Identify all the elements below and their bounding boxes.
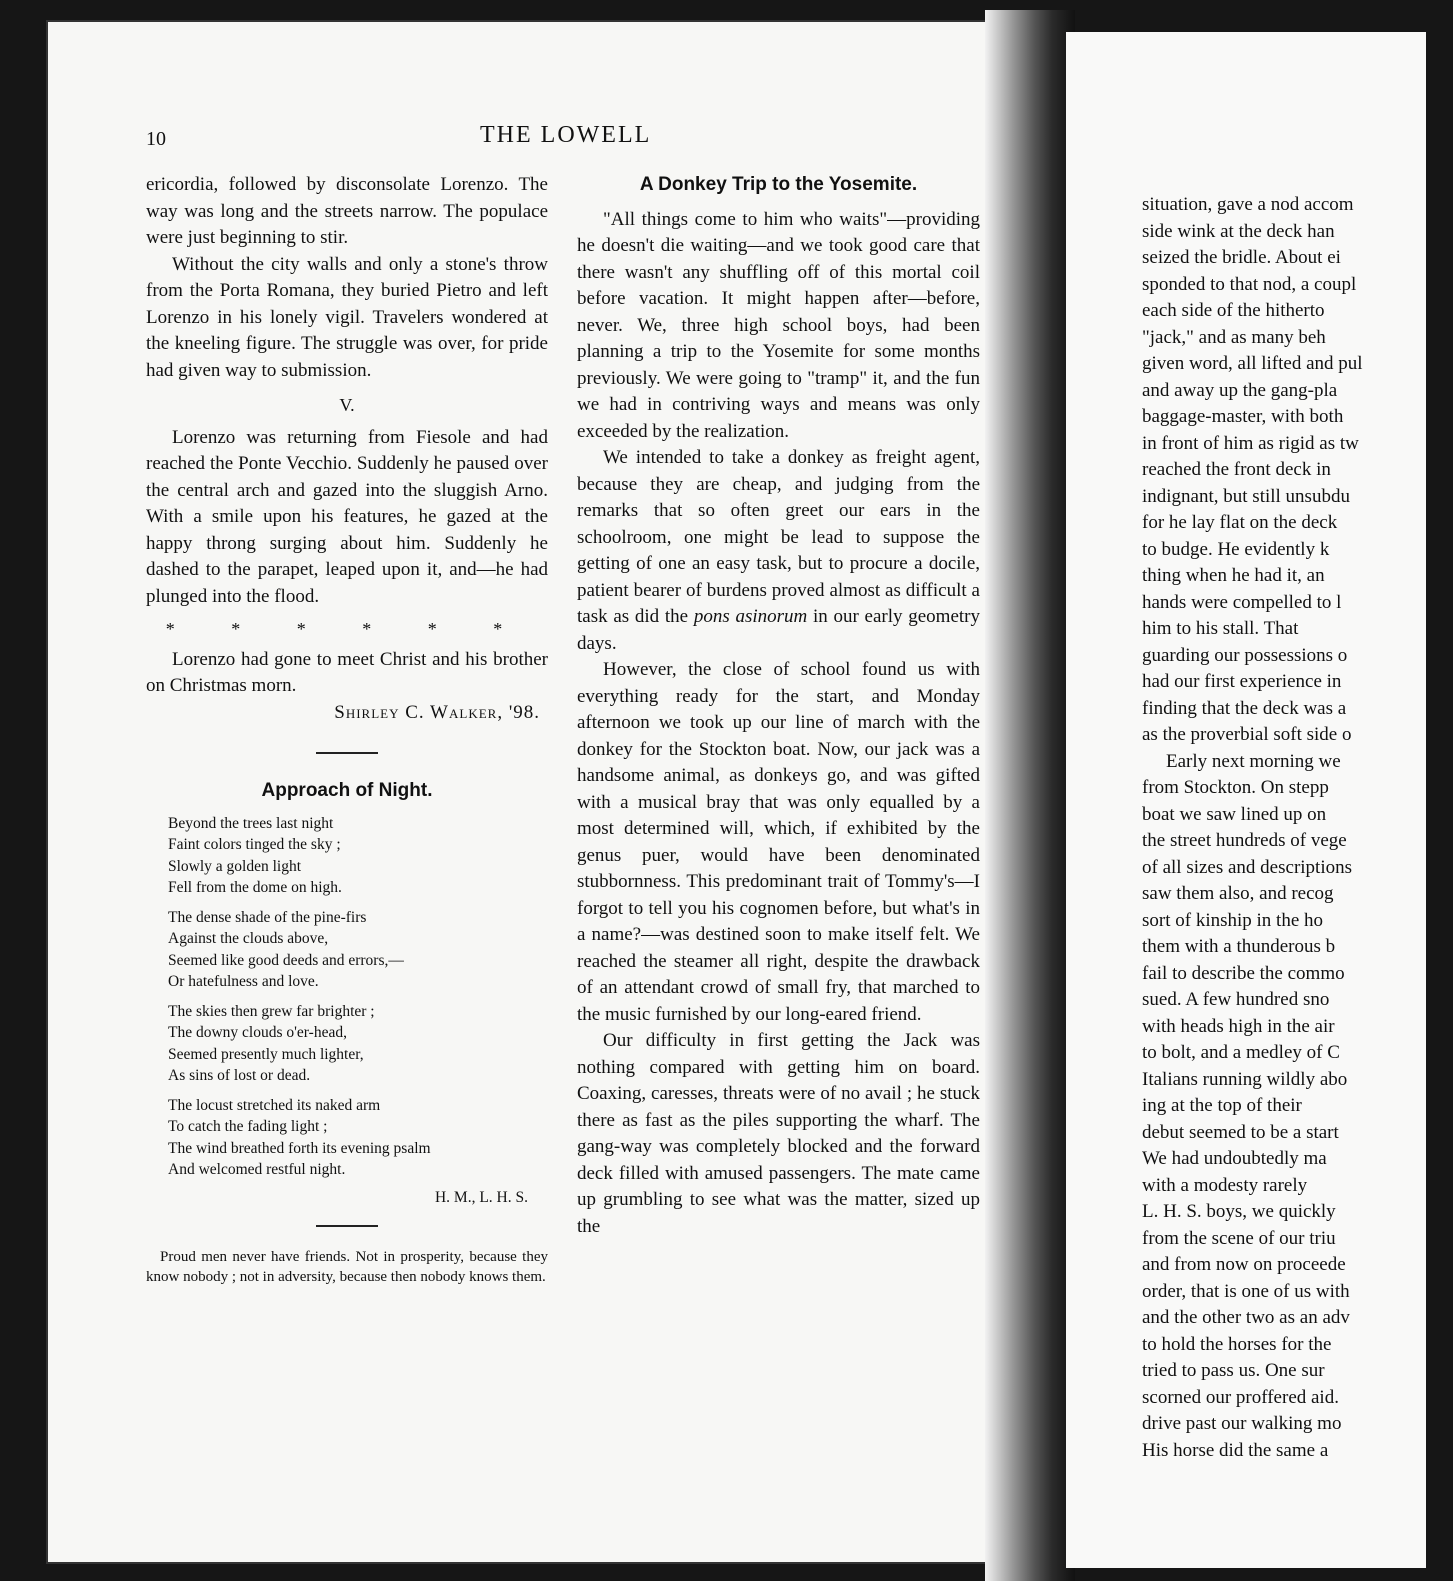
text-line: boat we saw lined up on [1142,803,1327,825]
text-run: in our early geometry days. [577,606,980,654]
text-line: tried to pass us. One sur [1142,1360,1325,1381]
text-line: side wink at the deck han [1142,220,1335,242]
poem-line: Seemed like good deeds and errors,— [168,951,404,969]
text-line: reached the front deck in [1142,459,1331,480]
text-line: each side of the hitherto [1142,300,1325,321]
poem-line: As sins of lost or dead. [168,1067,311,1084]
paragraph: Lorenzo had gone to meet Christ and his brother on Christmas morn. [146,648,548,696]
text-line: him to his stall. That [1142,618,1299,639]
text-line: We had undoubtedly ma [1142,1148,1327,1169]
text-line: sponded to that nod, a coupl [1142,273,1357,295]
author-signature: Shirley C. Walker, '98. [334,701,540,723]
poem-stanza [168,813,548,899]
poem-line: The wind breathed forth its evening psalm [168,1139,431,1157]
text-line: to hold the horses for the [1142,1333,1332,1355]
paragraph: Our difficulty in first getting the Jack was nothing compared with getting him on board. Coaxing, caresses, threats were of no avail ; he stuck there as fast as the piles supporting the wharf. The gang-way was completely blocked and the forward deck filled with amused passengers. The mate came up grumbling to see what was the matter, sized up the [577,1030,980,1237]
poem-line: The downy clouds o'er-head, [168,1024,347,1041]
text-line: baggage-master, with both [1142,406,1344,427]
text-line: saw them also, and recog [1142,883,1334,904]
poem-line: To catch the fading light ; [168,1118,328,1135]
poem-line: Fell from the dome on high. [168,879,342,896]
text-line: seized the bridle. About ei [1142,247,1341,268]
poem-line: And welcomed restful night. [168,1161,346,1178]
text-line: L. H. S. boys, we quickly [1142,1201,1336,1222]
text-line: them with a thunderous b [1142,936,1336,957]
poem-line: Against the clouds above, [168,930,329,947]
section-break-stars: * * * * * * [165,619,529,639]
paragraph: Without the city walls and only a stone's throw from the Porta Romana, they buried Pietro and left Lorenzo in his lonely vigil. Travelers wondered at the kneeling figure. The struggle was over, for pride had given way to submission. [146,253,548,381]
paragraph: ericordia, followed by disconsolate Lorenzo. The way was long and the streets narrow. The populace were just beginning to stir. [146,174,548,248]
right-page-column [1142,192,1453,1464]
poem-line: The locust stretched its naked arm [168,1096,381,1114]
paragraph [577,445,980,657]
text-line: hands were compelled to l [1142,591,1342,613]
poem-line: Seemed presently much lighter, [168,1045,364,1063]
text-line: for he lay flat on the deck [1142,512,1338,533]
poem-stanza [168,1095,548,1181]
text-line: to budge. He evidently k [1142,538,1330,560]
poem-line: The skies then grew far brighter ; [168,1002,375,1020]
text-line: Italians running wildly abo [1142,1068,1348,1090]
closing-note [146,1247,548,1287]
text-line: guarding our possessions o [1142,644,1348,666]
text-line: and the other two as an adv [1142,1307,1350,1328]
text-line: from the scene of our triu [1142,1227,1336,1249]
text-line: "jack," and as many beh [1142,326,1326,348]
article-title: A Donkey Trip to the Yosemite. [639,174,918,195]
text-line: scorned our proffered aid. [1142,1386,1339,1408]
text-line: sued. A few hundred sno [1142,989,1330,1010]
text-line: drive past our walking mo [1142,1413,1342,1434]
text-line: with heads high in the air [1142,1015,1335,1037]
section-number: V. [339,395,355,415]
text-line: Early next morning we [1166,750,1341,772]
text-line: given word, all lifted and pul [1142,353,1363,374]
poem-line: Beyond the trees last night [168,814,334,832]
text-line: sort of kinship in the ho [1142,909,1324,931]
paragraph: However, the close of school found us with everything ready for the start, and Monday afternoon we took up our line of march with the donkey for the Stockton boat. Now, our jack was a handsome animal, as donkeys go, and was gifted with a musical bray that was only equalled by a most determined will, which, if exhibited by the genus puer, would have been denominated stubbornness. This predominant trait of Tommy's—I forgot to tell you his cognomen before, but what's in a name?—was destined soon to make itself felt. We reached the steamer all right, despite the drawback of an attendant crowd of small fry, that marched to the music furnished by our long-eared friend. [577,659,980,1025]
text-line: finding that the deck was a [1142,697,1347,719]
poem-line: Slowly a golden light [168,857,302,875]
poem-line: Faint colors tinged the sky ; [168,836,341,853]
text-line: of all sizes and descriptions [1142,856,1353,878]
text-line: thing when he had it, an [1142,565,1325,586]
poem-title: Approach of Night. [261,780,433,801]
text-line: as the proverbial soft side o [1142,724,1352,745]
text-line: situation, gave a nod accom [1142,194,1354,215]
text-line: in front of him as rigid as tw [1142,432,1359,454]
left-column [146,172,548,1287]
text-line: the street hundreds of vege [1142,830,1347,851]
text-line: and from now on proceede [1142,1254,1346,1275]
page-number: 10 [146,128,166,150]
text-line: and away up the gang-pla [1142,379,1338,401]
poem-stanza [168,1001,548,1087]
text-line: with a modesty rarely [1142,1174,1308,1196]
paragraph: "All things come to him who waits"—providing he doesn't die waiting—and we took good care that there wasn't any shuffling off of this mortal coil before vacation. It might happen after—before, never. We, three high school boys, had been planning a trip to the Yosemite for some months previously. We were going to "tramp" it, and the fun we had in contriving ways and means was only exceeded by the realization. [577,208,980,442]
poem-line: The dense shade of the pine-firs [168,908,367,926]
paragraph: Lorenzo was returning from Fiesole and had reached the Ponte Vecchio. Suddenly he paused over the central arch and gazed into the sluggish Arno. With a smile upon his features, he gazed at the happy throng surging about him. Suddenly he dashed to the parapet, leaped upon it, and—he had plunged into the flood. [146,426,548,607]
poem-line: Or hatefulness and love. [168,973,319,990]
running-head: THE LOWELL [480,122,652,148]
text-line: debut seemed to be a start [1142,1121,1339,1143]
text-line: order, that is one of us with [1142,1280,1350,1302]
italic-phrase: pons asinorum [693,606,808,627]
book-gutter-shadow [985,10,1075,1581]
text-line: indignant, but still unsubdu [1142,485,1350,507]
middle-column [577,172,980,1240]
poem-stanza [168,907,548,993]
text-line: from Stockton. On stepp [1142,777,1329,798]
poem-signature: H. M., L. H. S. [434,1188,528,1206]
text-line: His horse did the same a [1142,1439,1329,1461]
text-run: We intended to take a donkey as freight agent, because they are cheap, and judging from the remarks that so often greet our ears in the schoolroom, one might be lead to suppose the getting of one an easy task, but to procure a docile, patient bearer of burdens proved almost as difficult a task as did the [577,447,980,627]
note-text: Proud men never have friends. Not in prosperity, because they know nobody ; not in adversity, because then nobody knows them. [146,1249,548,1285]
text-line: to bolt, and a medley of C [1142,1042,1340,1063]
text-line: ing at the top of their [1142,1095,1302,1116]
text-line: fail to describe the commo [1142,962,1345,984]
divider-rule [316,1225,378,1227]
text-line: had our first experience in [1142,671,1342,692]
divider-rule [316,752,378,754]
